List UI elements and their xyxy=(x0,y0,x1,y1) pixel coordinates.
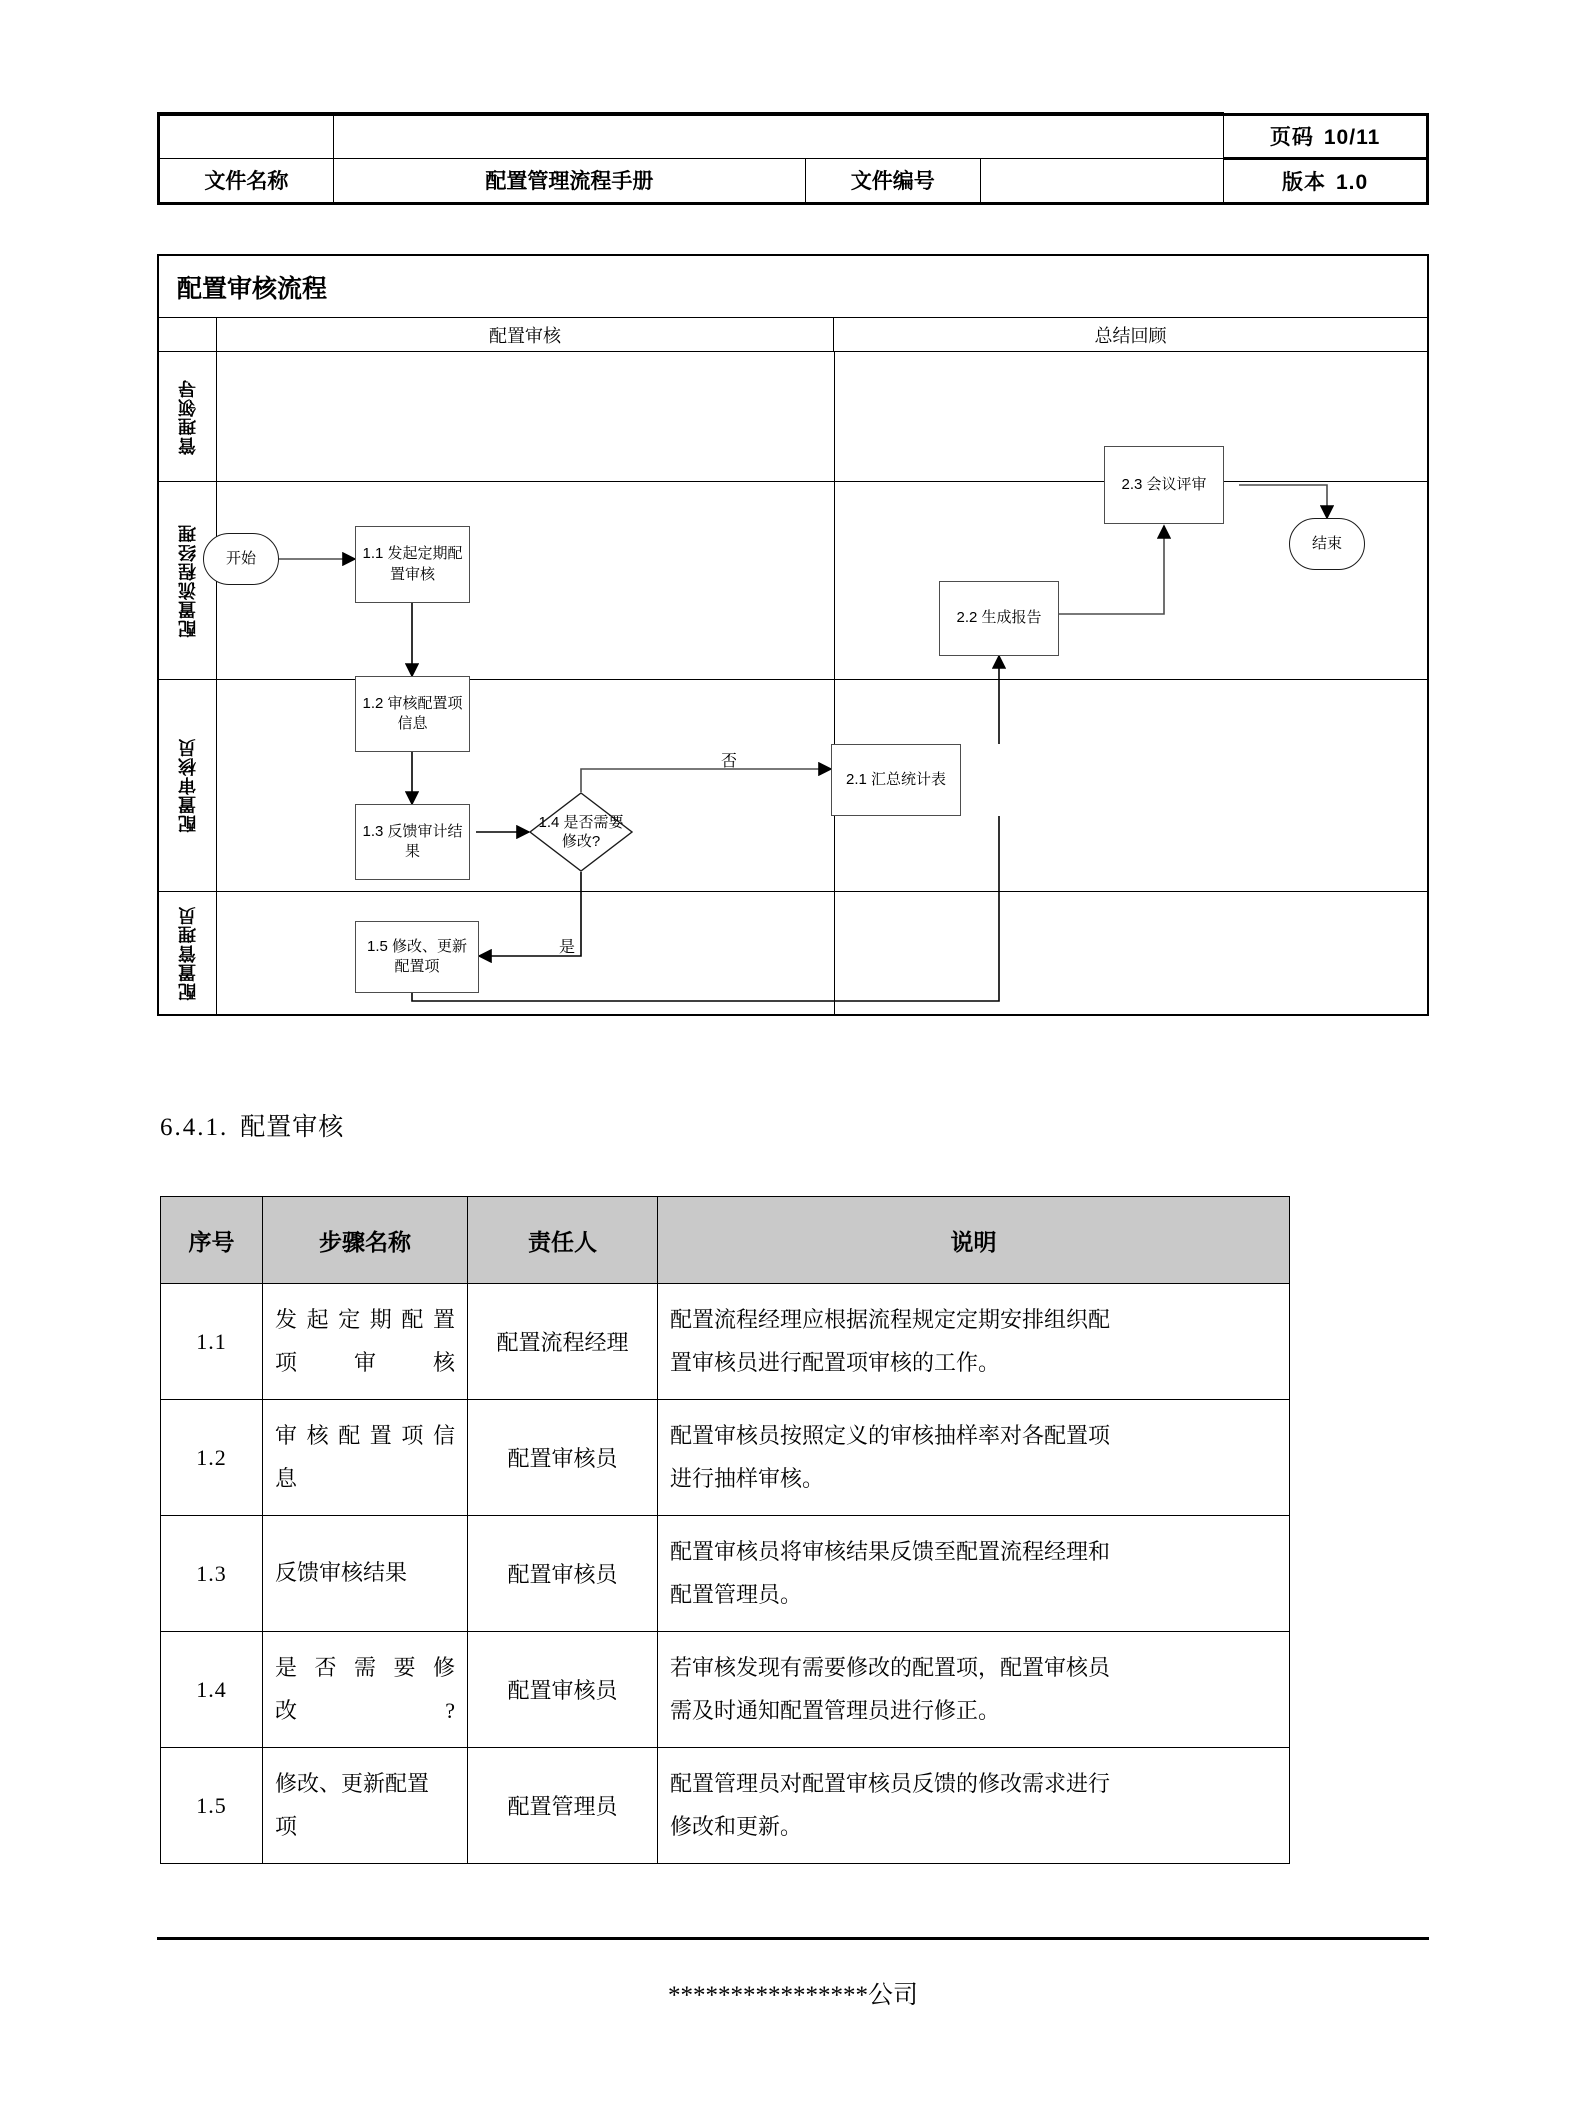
doc-name-value: 配置管理流程手册 xyxy=(333,158,805,203)
steps-table xyxy=(160,1196,1290,1864)
swimlane-config-administrator xyxy=(159,892,1427,1014)
cell-step-line2: 项 xyxy=(275,1813,298,1839)
cell-responsible: 配置审核员 xyxy=(468,1400,658,1516)
cell-description xyxy=(658,1516,1290,1632)
cell-step-line1: 审核配置项信 xyxy=(275,1422,455,1448)
cell-description xyxy=(658,1748,1290,1864)
swimlane-label-management-leader xyxy=(159,352,217,481)
cell-step-name: 反馈审核结果 xyxy=(263,1516,468,1632)
cell-desc-line2: 修改和更新。 xyxy=(670,1813,803,1839)
cell-description xyxy=(658,1632,1290,1748)
cell-step-line1: 修改、更新配置 xyxy=(275,1770,430,1796)
node-end[interactable]: 结束 xyxy=(1289,518,1365,570)
phase-divider-2 xyxy=(834,482,835,679)
cell-desc-line2: 置审核员进行配置项审核的工作。 xyxy=(670,1349,1001,1375)
node-1-2-line2: 信息 xyxy=(397,715,428,732)
cell-step-line1: 发起定期配置 xyxy=(275,1306,455,1332)
section-number: 6.4.1. xyxy=(160,1114,229,1141)
column-header-description: 说明 xyxy=(658,1197,1290,1284)
flowchart-lanes xyxy=(159,352,1427,1014)
cell-no: 1.5 xyxy=(161,1748,263,1864)
column-header-step-name: 步骤名称 xyxy=(263,1197,468,1284)
table-row xyxy=(161,1748,1290,1864)
swimlane-label-text: 管理领导 xyxy=(177,378,198,455)
edge-label-no: 否 xyxy=(721,753,738,770)
version-cell xyxy=(1224,158,1428,203)
cell-step-line2: 项审核 xyxy=(275,1349,455,1375)
cell-desc-line1: 配置审核员将审核结果反馈至配置流程经理和 xyxy=(670,1538,1111,1564)
node-start[interactable]: 开始 xyxy=(203,533,279,585)
node-1-2-line1: 1.2 审核配置项 xyxy=(362,694,463,712)
section-title: 配置审核 xyxy=(240,1114,345,1141)
cell-step-line1: 是否需要修 xyxy=(275,1654,455,1680)
node-1-2-label xyxy=(362,694,462,735)
header-row-doc xyxy=(159,158,1428,203)
table-header-row xyxy=(161,1197,1290,1284)
cell-no: 1.2 xyxy=(161,1400,263,1516)
cell-step-name xyxy=(263,1284,468,1400)
doc-no-value xyxy=(980,158,1224,203)
cell-step-name xyxy=(263,1632,468,1748)
table-row xyxy=(161,1284,1290,1400)
cell-desc-line2: 配置管理员。 xyxy=(670,1581,803,1607)
flowchart-container xyxy=(157,254,1429,1016)
page-value: 10/11 xyxy=(1323,126,1381,149)
node-1-3-line1: 1.3 反馈审计结 xyxy=(362,822,463,840)
table-row xyxy=(161,1632,1290,1748)
cell-no: 1.4 xyxy=(161,1632,263,1748)
cell-desc-line1: 配置审核员按照定义的审核抽样率对各配置项 xyxy=(670,1422,1111,1448)
phase-divider-4 xyxy=(834,892,835,1014)
cell-description xyxy=(658,1400,1290,1516)
phase-divider-1 xyxy=(834,352,835,481)
node-2-3-meeting-review[interactable]: 2.3 会议评审 xyxy=(1104,446,1224,524)
node-1-2-audit-config-item-info[interactable] xyxy=(355,676,470,752)
version-value: 1.0 xyxy=(1335,170,1369,194)
node-2-2-generate-report[interactable]: 2.2 生成报告 xyxy=(939,581,1059,656)
section-heading xyxy=(160,1107,344,1143)
cell-desc-line2: 进行抽样审核。 xyxy=(670,1465,825,1491)
table-row xyxy=(161,1516,1290,1632)
node-1-3-feedback-audit-result[interactable] xyxy=(355,804,470,880)
phase-spacer xyxy=(159,318,217,351)
node-1-5-line1: 1.5 修改、更新 xyxy=(366,937,468,955)
cell-desc-line2: 需及时通知配置管理员进行修正。 xyxy=(670,1697,1001,1723)
swimlane-label-config-administrator xyxy=(159,892,217,1014)
header-blank-1 xyxy=(159,114,334,158)
footer-company: ****************公司 xyxy=(667,1982,918,2009)
cell-description xyxy=(658,1284,1290,1400)
cell-step-name xyxy=(263,1400,468,1516)
version-label: 版本 xyxy=(1281,170,1326,194)
swimlane-config-process-manager xyxy=(159,482,1427,680)
node-1-4-label xyxy=(538,813,623,852)
flowchart-title: 配置审核流程 xyxy=(159,256,1427,318)
cell-step-line2: 息 xyxy=(275,1465,298,1491)
cell-step-name xyxy=(263,1748,468,1864)
column-header-responsible: 责任人 xyxy=(468,1197,658,1284)
cell-desc-line1: 若审核发现有需要修改的配置项，配置审核员 xyxy=(670,1654,1111,1680)
node-2-1-summary-statistics-table[interactable]: 2.1 汇总统计表 xyxy=(831,744,961,816)
cell-step-line2: 改? xyxy=(275,1697,455,1723)
node-1-1-label xyxy=(362,544,462,585)
node-1-5-label xyxy=(367,937,467,978)
phase-header-summary-review: 总结回顾 xyxy=(1094,325,1167,346)
swimlane-label-config-auditor xyxy=(159,680,217,891)
cell-responsible: 配置审核员 xyxy=(468,1516,658,1632)
node-1-5-modify-update-config-item[interactable] xyxy=(355,921,479,993)
node-1-5-line2: 配置项 xyxy=(394,958,440,975)
phase-header-configuration-audit: 配置审核 xyxy=(217,318,834,351)
swimlane-label-config-process-manager xyxy=(159,482,217,679)
swimlane-label-text: 配置管理员 xyxy=(177,905,198,1001)
swimlane-body-1 xyxy=(217,352,1427,481)
cell-responsible: 配置流程经理 xyxy=(468,1284,658,1400)
node-1-1-initiate-periodic-config-audit[interactable] xyxy=(355,526,470,603)
document-header-table xyxy=(157,112,1429,205)
column-header-no: 序号 xyxy=(161,1197,263,1284)
cell-desc-line1: 配置流程经理应根据流程规定定期安排组织配 xyxy=(670,1306,1111,1332)
doc-no-label: 文件编号 xyxy=(805,158,980,203)
cell-no: 1.1 xyxy=(161,1284,263,1400)
node-1-4-need-modification-decision[interactable] xyxy=(529,792,633,872)
table-row xyxy=(161,1400,1290,1516)
header-row-page xyxy=(159,114,1428,158)
swimlane-label-text: 配置流程经理 xyxy=(177,523,198,638)
node-1-4-line1: 1.4 是否需要 xyxy=(538,813,624,831)
node-1-4-line2: 修改? xyxy=(561,833,601,850)
page-number-cell xyxy=(1224,114,1428,158)
cell-desc-line1: 配置管理员对配置审核员反馈的修改需求进行 xyxy=(670,1770,1111,1796)
swimlane-management-leader xyxy=(159,352,1427,482)
flowchart-phase-row xyxy=(159,318,1427,352)
swimlane-label-text: 配置审核员 xyxy=(177,738,198,833)
cell-no: 1.3 xyxy=(161,1516,263,1632)
node-1-3-label xyxy=(362,822,462,863)
cell-responsible: 配置审核员 xyxy=(468,1632,658,1748)
cell-responsible: 配置管理员 xyxy=(468,1748,658,1864)
edge-label-yes: 是 xyxy=(559,939,576,956)
node-1-1-line2: 置审核 xyxy=(389,565,435,583)
footer-divider xyxy=(157,1937,1429,1940)
node-1-1-line1: 1.1 发起定期配 xyxy=(362,545,463,563)
page-label: 页码 xyxy=(1269,126,1314,149)
node-1-3-line2: 果 xyxy=(404,843,420,860)
header-blank-2 xyxy=(333,114,1223,158)
swimlane-config-auditor xyxy=(159,680,1427,892)
doc-name-label: 文件名称 xyxy=(159,158,334,203)
